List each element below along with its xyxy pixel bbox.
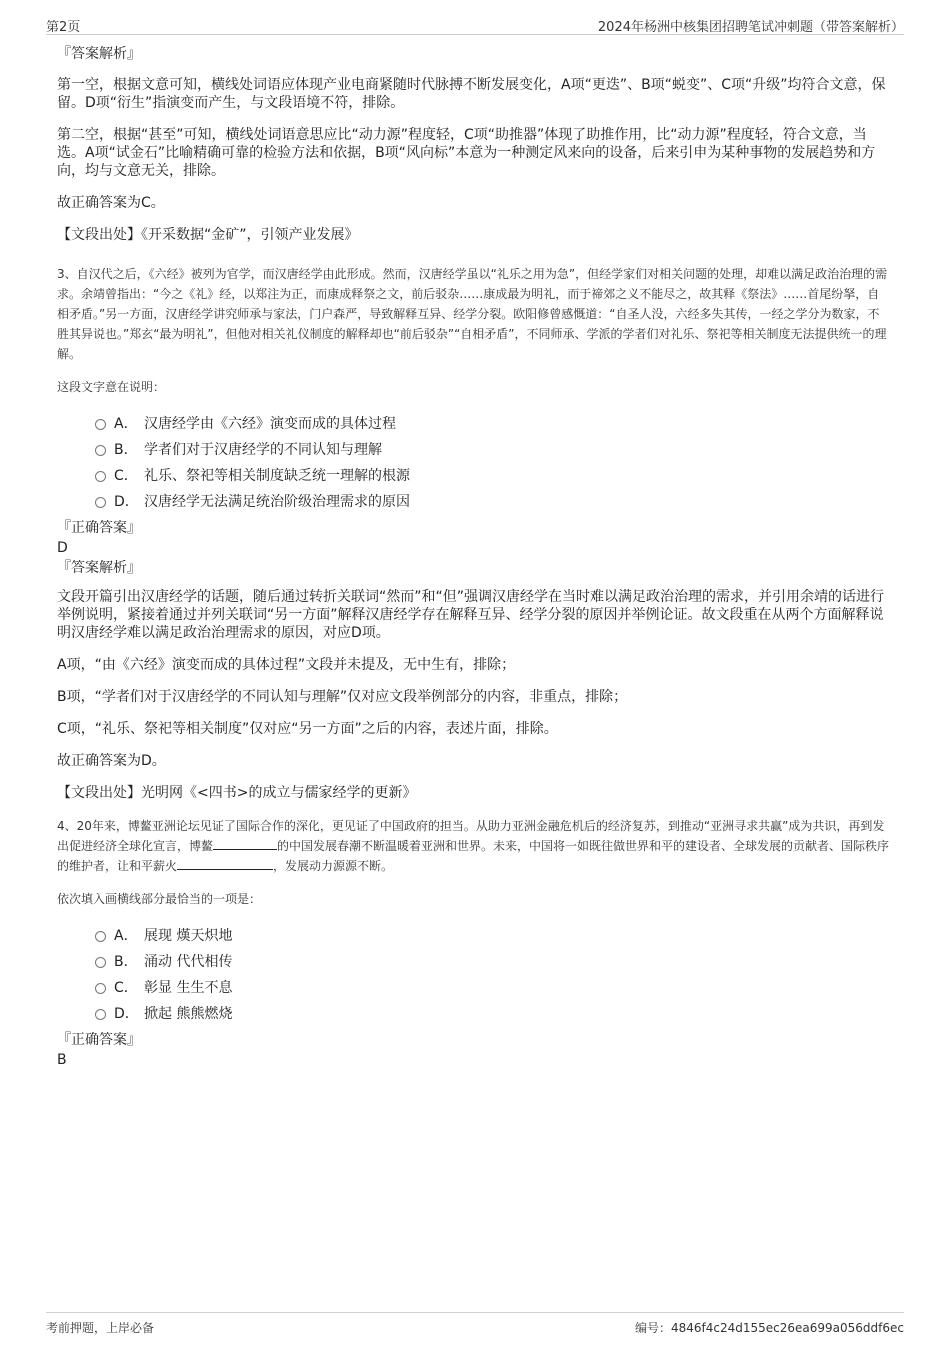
option-text: 汉唐经学无法满足统治阶级治理需求的原因 (144, 494, 410, 510)
option-a[interactable]: A． 展现 熯天炽地 (95, 922, 890, 948)
question-prompt: 这段文字意在说明： (57, 380, 166, 394)
option-a[interactable]: A． 汉唐经学由《六经》演变而成的具体过程 (95, 410, 890, 436)
analysis-paragraph: C项，“礼乐、祭祀等相关制度”仅对应“另一方面”之后的内容，表述片面，排除。 (57, 721, 558, 737)
fill-blank-1 (213, 837, 277, 850)
analysis-label: 『答案解析』 (57, 46, 141, 62)
option-text: 礼乐、祭祀等相关制度缺乏统一理解的根源 (144, 468, 410, 484)
document-code: 编号：4846f4c24d155ec26ea699a056ddf6ec (634, 1321, 904, 1335)
fill-blank-2 (177, 857, 273, 870)
radio-button[interactable] (95, 931, 106, 942)
option-text: 学者们对于汉唐经学的不同认知与理解 (144, 442, 382, 458)
correct-answer: D (57, 540, 68, 556)
radio-button[interactable] (95, 497, 106, 508)
correct-answer-label: 『正确答案』 (57, 520, 141, 536)
radio-button[interactable] (95, 1009, 106, 1020)
analysis-paragraph: A项，“由《六经》演变而成的具体过程”文段并未提及，无中生有，排除； (57, 657, 516, 673)
option-text: 展现 熯天炽地 (144, 928, 233, 944)
option-b[interactable]: B． 学者们对于汉唐经学的不同认知与理解 (95, 436, 890, 462)
analysis-paragraph: B项，“学者们对于汉唐经学的不同认知与理解”仅对应文段举例部分的内容，非重点，排除； (57, 689, 628, 705)
conclusion: 故正确答案为C。 (57, 195, 165, 211)
option-text: 涌动 代代相传 (144, 954, 233, 970)
option-c[interactable]: C． 礼乐、祭祀等相关制度缺乏统一理解的根源 (95, 462, 890, 488)
question-stem: 3、自汉代之后，《六经》被列为官学，而汉唐经学由此形成。然而，汉唐经学虽以“礼乐之用为急”，但经学家们对相关问题的处理，却难以满足政治治理的需求。余靖曾指出：“今之《礼》经，以郑注为正，而康成释祭之文，前后驳杂……康成最为明礼，而于禘郊之义不能尽之，故其释《祭法》……首尾纷拏，自相矛盾。”另一方面，汉唐经学讲究师承与家法，门户森严，导致解释互异、经学分裂。欧阳修曾感慨道：“自圣人没，六经多失其传，一经之学分为数家，不胜其异说也。”郑玄“最为明礼”，但他对相关礼仪制度的解释却也“前后驳杂”“自相矛盾”，不同师承、学派的学者们对礼乐、祭祀等相关制度无法提供统一的理解。 (57, 267, 888, 361)
option-d[interactable]: D． 汉唐经学无法满足统治阶级治理需求的原因 (95, 488, 890, 514)
page-number: 第2页 (46, 20, 81, 35)
analysis-paragraph: 第二空，根据“甚至”可知，横线处词语意思应比“动力源”程度轻，C项“助推器”体现了助推作用，比“动力源”程度轻，符合文意，当选。A项“试金石”比喻精确可靠的检验方法和依据，B项“风向标”本意为一种测定风来向的设备，后来引申为某种事物的发展趋势和方向，均与文意无关，排除。 (57, 127, 876, 179)
option-c[interactable]: C． 彰显 生生不息 (95, 974, 890, 1000)
page-content (57, 44, 890, 1070)
option-text: 掀起 熊熊燃烧 (144, 1006, 233, 1022)
analysis-label: 『答案解析』 (57, 560, 141, 576)
question-prompt: 依次填入画横线部分最恰当的一项是： (57, 892, 262, 906)
page-footer (46, 1312, 904, 1337)
source-citation: 【文段出处】《开采数据“金矿”，引领产业发展》 (57, 227, 359, 243)
option-text: 彰显 生生不息 (144, 980, 233, 996)
option-list (95, 922, 890, 1026)
radio-button[interactable] (95, 471, 106, 482)
analysis-paragraph: 第一空，根据文意可知，横线处词语应体现产业电商紧随时代脉搏不断发展变化，A项“更迭”、B项“蜕变”、C项“升级”均符合文意，保留。D项“衍生”指演变而产生，与文段语境不符，排除。 (57, 77, 886, 111)
correct-answer: B (57, 1052, 67, 1068)
option-list (95, 410, 890, 514)
correct-answer-label: 『正确答案』 (57, 1032, 141, 1048)
radio-button[interactable] (95, 983, 106, 994)
footer-slogan: 考前押题，上岸必备 (46, 1321, 155, 1335)
analysis-paragraph: 文段开篇引出汉唐经学的话题，随后通过转折关联词“然而”和“但”强调汉唐经学在当时难以满足政治治理的需求，并引用余靖的话进行举例说明，紧接着通过并列关联词“另一方面”解释汉唐经学存在解释互异、经学分裂的原因并举例论证。故文段重在从两个方面解释说明汉唐经学难以满足政治治理需求的原因，对应D项。 (57, 589, 885, 641)
page-header (46, 14, 904, 35)
option-d[interactable]: D． 掀起 熊熊燃烧 (95, 1000, 890, 1026)
radio-button[interactable] (95, 419, 106, 430)
option-b[interactable]: B． 涌动 代代相传 (95, 948, 890, 974)
document-title: 2024年杨洲中核集团招聘笔试冲刺题（带答案解析） (597, 20, 904, 35)
radio-button[interactable] (95, 445, 106, 456)
option-text: 汉唐经学由《六经》演变而成的具体过程 (144, 416, 396, 432)
source-citation: 【文段出处】光明网《<四书>的成立与儒家经学的更新》 (57, 785, 417, 801)
radio-button[interactable] (95, 957, 106, 968)
question-stem: 4、20年来，博鳌亚洲论坛见证了国际合作的深化，更见证了中国政府的担当。从助力亚洲金融危机后的经济复苏，到推动“亚洲寻求共赢”成为共识，再到发出促进经济全球化宣言，博鳌 的中国发展春潮不断温暖着亚洲和世界。未来，中国将一如既往做世界和平的建设者、全球发展的贡献者、国际秩序的维护者，让和平薪火 ，发展动力源源不断。 (57, 819, 890, 873)
conclusion: 故正确答案为D。 (57, 753, 166, 769)
